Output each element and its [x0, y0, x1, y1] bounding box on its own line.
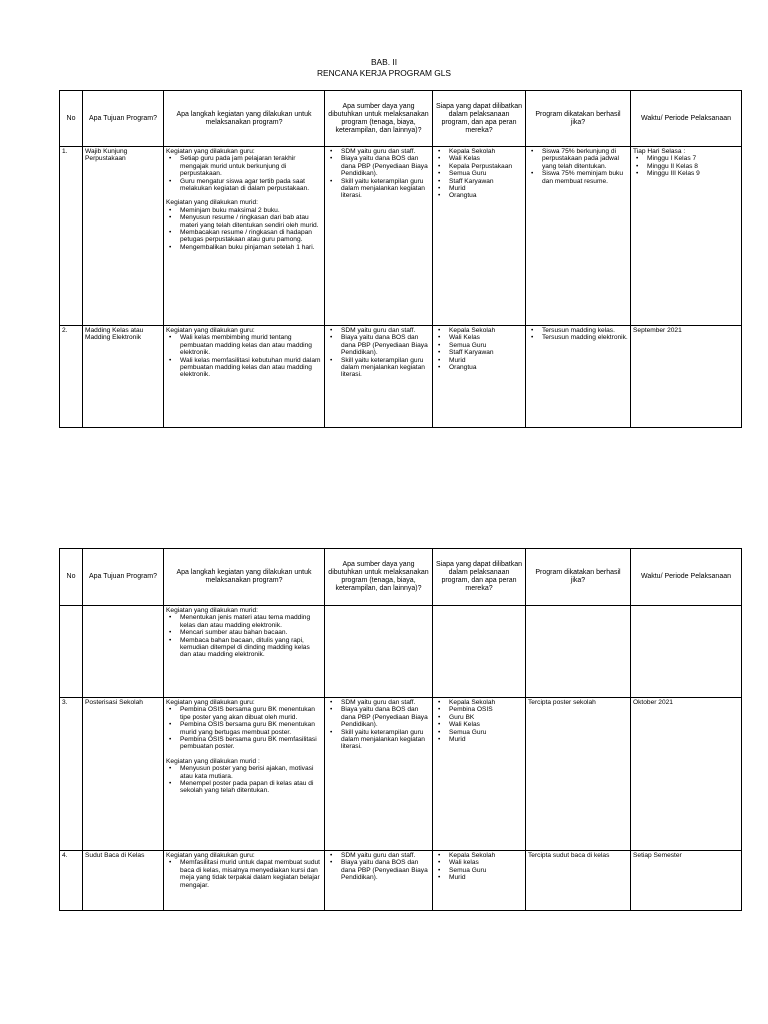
list-item: • Biaya yaitu dana BOS dan dana PBP (Penyediaan Biaya Pendidikan).: [341, 155, 430, 177]
list-item: • Kepala Sekolah: [449, 699, 523, 706]
row-success: [526, 147, 631, 326]
list-item: • Murid: [449, 185, 523, 192]
list-item: • Biaya yaitu dana BOS dan dana PBP (Penyediaan Biaya Pendidikan).: [341, 334, 430, 356]
row-goal: Madding Kelas atau Madding Elektronik: [83, 326, 164, 428]
list-item: • SDM yaitu guru dan staff.: [341, 148, 430, 155]
header-success: Program dikatakan berhasil jika?: [526, 549, 631, 606]
list-item: • Wali kelas membimbing murid tentang pembuatan madding kelas dan atau madding elektronik.: [180, 334, 322, 356]
row-success: [526, 606, 631, 698]
list-item: • Membaca bahan bacaan, ditulis yang rapi, kemudian ditempel di dinding madding kelas dan atau madding elektronik.: [180, 637, 322, 659]
list-item: • Murid: [449, 874, 523, 881]
row-goal: Posterisasi Sekolah: [83, 698, 164, 851]
header-success: Program dikatakan berhasil jika?: [526, 91, 631, 147]
row-who: [433, 326, 526, 428]
teacher-activity-heading: Kegiatan yang dilakukan guru:: [166, 852, 255, 859]
teacher-activity-list: [166, 155, 322, 192]
row-time: Oktober 2021: [631, 698, 742, 851]
row-time: [631, 147, 742, 326]
list-item: • Wali Kelas: [449, 721, 523, 728]
row-time: Setiap Semester: [631, 851, 742, 911]
list-item: • Semua Guru: [449, 729, 523, 736]
list-item: • Pembina OSIS bersama guru BK menentukan tipe poster yang akan dibuat oleh murid.: [180, 706, 322, 721]
list-item: • Pembina OSIS bersama guru BK menentukan murid yang bertugas membuat poster.: [180, 721, 322, 736]
list-item: • Tersusun madding kelas.: [542, 327, 628, 334]
row-steps: [164, 698, 325, 851]
list-item: • Biaya yaitu dana BOS dan dana PBP (Penyediaan Biaya Pendidikan).: [341, 706, 430, 728]
student-activity-heading: Kegiatan yang dilakukan murid:: [166, 607, 259, 614]
list-item: • Semua Guru: [449, 170, 523, 177]
header-resources: Apa sumber daya yang dibutuhkan untuk melaksanakan program (tenaga, biaya, keterampilan, dan lainnya)?: [325, 91, 433, 147]
header-who: Siapa yang dapat dilibatkan dalam pelaksanaan program, dan apa peran mereka?: [433, 549, 526, 606]
row-resources: [325, 147, 433, 326]
row-who: [433, 851, 526, 911]
list-item: • Wali kelas memfasilitasi kebutuhan murid dalam pembuatan madding kelas dan atau madding elektronik.: [180, 357, 322, 379]
list-item: • Skill yaitu keterampilan guru dalam menjalankan kegiatan literasi.: [341, 729, 430, 751]
success-list: [528, 148, 628, 185]
table-row: [60, 326, 742, 428]
row-time: September 2021: [631, 326, 742, 428]
row-goal: Wajib Kunjung Perpustakaan: [83, 147, 164, 326]
row-steps: [164, 147, 325, 326]
list-item: • Murid: [449, 357, 523, 364]
row-steps: [164, 851, 325, 911]
row-resources: [325, 606, 433, 698]
list-item: • Siswa 75% berkunjung di perpustakaan pada jadwal yang telah ditentukan.: [542, 148, 628, 170]
row-number: [60, 606, 83, 698]
resources-list: [327, 327, 430, 379]
list-item: • Guru mengatur siswa agar tertib pada saat melakukan kegiatan di dalam perpustakaan.: [180, 178, 322, 193]
teacher-activity-list: [166, 859, 322, 889]
header-who: Siapa yang dapat dilibatkan dalam pelaksanaan program, dan apa peran mereka?: [433, 91, 526, 147]
list-item: • Siswa 75% meminjam buku dan membuat resume.: [542, 170, 628, 185]
list-item: • Memfasilitasi murid untuk dapat membuat sudut baca di kelas, misalnya menyediakan kursi dan meja yang tidak terpakai dalam kegiatan belajar mengajar.: [180, 859, 322, 889]
list-item: • Semua Guru: [449, 867, 523, 874]
list-item: • Staff Karyawan: [449, 178, 523, 185]
row-success: [526, 326, 631, 428]
resources-list: [327, 148, 430, 200]
header-steps: Apa langkah kegiatan yang dilakukan untuk melaksanakan program?: [164, 549, 325, 606]
row-who: [433, 147, 526, 326]
row-number: 3.: [60, 698, 83, 851]
resources-list: [327, 699, 430, 751]
list-item: • Mencari sumber atau bahan bacaan.: [180, 629, 322, 636]
plan-table-page-2: [59, 548, 742, 911]
list-item: • Semua Guru: [449, 342, 523, 349]
student-activity-list: [166, 614, 322, 658]
row-who: [433, 606, 526, 698]
list-item: • Wali Kelas: [449, 334, 523, 341]
list-item: • Pembina OSIS: [449, 706, 523, 713]
list-item: • Menyusun resume / ringkasan dari bab atau materi yang telah ditentukan sendiri oleh murid.: [180, 214, 322, 229]
list-item: • Setiap guru pada jam pelajaran terakhir mengajak murid untuk berkunjung di perpustakaan.: [180, 155, 322, 177]
header-no: No: [60, 91, 83, 147]
header-no: No: [60, 549, 83, 606]
list-item: • Kepala Perpustakaan: [449, 163, 523, 170]
list-item: • Biaya yaitu dana BOS dan dana PBP (Penyediaan Biaya Pendidikan).: [341, 859, 430, 881]
resources-list: [327, 852, 430, 882]
table-row: [60, 698, 742, 851]
row-success: Tercipta poster sekolah: [526, 698, 631, 851]
list-item: • Menentukan jenis materi atau tema madding kelas dan atau madding elektronik.: [180, 614, 322, 629]
list-item: • Murid: [449, 736, 523, 743]
header-steps: Apa langkah kegiatan yang dilakukan untuk melaksanakan program?: [164, 91, 325, 147]
list-item: • Guru BK: [449, 714, 523, 721]
list-item: • Minggu III Kelas 9: [647, 170, 739, 177]
teacher-activity-heading: Kegiatan yang dilakukan guru:: [166, 148, 255, 155]
table-row: [60, 147, 742, 326]
list-item: • Staff Karyawan: [449, 349, 523, 356]
list-item: • Tersusun madding elektronik.: [542, 334, 628, 341]
list-item: • Orangtua: [449, 192, 523, 199]
row-number: 2.: [60, 326, 83, 428]
list-item: • SDM yaitu guru dan staff.: [341, 327, 430, 334]
list-item: • Skill yaitu keterampilan guru dalam menjalankan kegiatan literasi.: [341, 178, 430, 200]
header-time: Waktu/ Periode Pelaksanaan: [631, 91, 742, 147]
table-row: [60, 606, 742, 698]
document-title: RENCANA KERJA PROGRAM GLS: [316, 68, 452, 78]
document-heading: [0, 57, 768, 79]
header-resources: Apa sumber daya yang dibutuhkan untuk melaksanakan program (tenaga, biaya, keterampilan, dan lainnya)?: [325, 549, 433, 606]
list-item: • Skill yaitu keterampilan guru dalam menjalankan kegiatan literasi.: [341, 357, 430, 379]
list-item: • Wali kelas: [449, 859, 523, 866]
list-item: • Kepala Sekolah: [449, 852, 523, 859]
time-heading: Tiap Hari Selasa :: [633, 148, 686, 155]
student-activity-list: [166, 207, 322, 251]
row-resources: [325, 326, 433, 428]
table-header-row: [60, 549, 742, 606]
participants-list: [435, 699, 523, 743]
student-activity-heading: Kegiatan yang dilakukan murid :: [166, 757, 260, 765]
list-item: • Kepala Sekolah: [449, 148, 523, 155]
list-item: • Pembina OSIS bersama guru BK memfasilitasi pembuatan poster.: [180, 736, 322, 751]
table-row: [60, 851, 742, 911]
row-success: Tercipta sudut baca di kelas: [526, 851, 631, 911]
row-number: 4.: [60, 851, 83, 911]
row-goal: Sudut Baca di Kelas: [83, 851, 164, 911]
student-activity-list: [166, 765, 322, 795]
list-item: • Menyusun poster yang berisi ajakan, motivasi atau kata mutiara.: [180, 765, 322, 780]
list-item: • Minggu II Kelas 8: [647, 163, 739, 170]
time-list: [633, 155, 739, 177]
row-who: [433, 698, 526, 851]
list-item: • Meminjam buku maksimal 2 buku.: [180, 207, 322, 214]
teacher-activity-heading: Kegiatan yang dilakukan guru:: [166, 699, 255, 706]
header-goal: Apa Tujuan Program?: [83, 549, 164, 606]
list-item: • SDM yaitu guru dan staff.: [341, 699, 430, 706]
row-steps: [164, 606, 325, 698]
teacher-activity-list: [166, 334, 322, 378]
list-item: • Membacakan resume / ringkasan di hadapan petugas perpustakaan atau guru pamong.: [180, 229, 322, 244]
success-list: [528, 327, 628, 342]
header-time: Waktu/ Periode Pelaksanaan: [631, 549, 742, 606]
list-item: • Orangtua: [449, 364, 523, 371]
row-goal: [83, 606, 164, 698]
row-number: 1.: [60, 147, 83, 326]
row-resources: [325, 698, 433, 851]
participants-list: [435, 327, 523, 371]
plan-table-page-1: [59, 90, 742, 428]
list-item: • Kepala Sekolah: [449, 327, 523, 334]
header-goal: Apa Tujuan Program?: [83, 91, 164, 147]
chapter-label: BAB. II: [370, 57, 398, 67]
table-header-row: [60, 91, 742, 147]
student-activity-heading: Kegiatan yang dilakukan murid:: [166, 199, 259, 207]
participants-list: [435, 852, 523, 882]
row-time: [631, 606, 742, 698]
row-resources: [325, 851, 433, 911]
participants-list: [435, 148, 523, 200]
list-item: • Minggu I Kelas 7: [647, 155, 739, 162]
list-item: • Mengembalikan buku pinjaman setelah 1 hari.: [180, 244, 322, 251]
list-item: • Menempel poster pada papan di kelas atau di sekolah yang telah ditentukan.: [180, 780, 322, 795]
list-item: • SDM yaitu guru dan staff.: [341, 852, 430, 859]
teacher-activity-heading: Kegiatan yang dilakukan guru:: [166, 327, 255, 334]
list-item: • Wali Kelas: [449, 155, 523, 162]
row-steps: [164, 326, 325, 428]
teacher-activity-list: [166, 706, 322, 750]
